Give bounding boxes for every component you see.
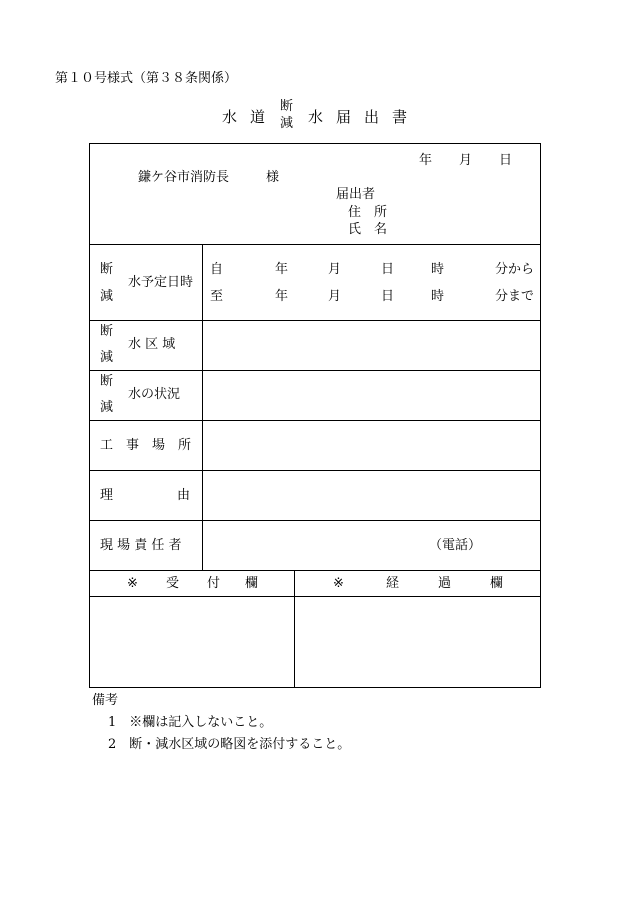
status-label-top: 断 (100, 374, 114, 389)
schedule-from-hour: 時 (431, 262, 445, 277)
schedule-from-suffix: 分から (495, 262, 535, 277)
progress-mark: ※ (333, 576, 344, 591)
row-divider (90, 420, 540, 421)
title-char: 水 (308, 108, 324, 126)
manager-label: 現 場 責 任 者 (100, 538, 182, 553)
form-title (0, 100, 630, 140)
reception-char: 付 (207, 576, 221, 591)
schedule-to-month: 月 (328, 289, 342, 304)
reception-char: 欄 (245, 576, 259, 591)
schedule-to-prefix: 至 (210, 289, 224, 304)
note-item: 2 断・減水区域の略図を添付すること。 (108, 737, 351, 752)
date-day: 日 (499, 153, 513, 168)
schedule-to-day: 日 (381, 289, 395, 304)
title-char: 届 (336, 108, 352, 126)
row-divider (90, 244, 540, 245)
date-month: 月 (459, 153, 473, 168)
schedule-label: 水予定日時 (128, 275, 194, 290)
row-divider (90, 596, 540, 597)
status-label: 水の状況 (128, 387, 181, 402)
row-divider (90, 320, 540, 321)
name-label: 氏 名 (348, 222, 388, 237)
reception-mark: ※ (127, 576, 138, 591)
schedule-to-hour: 時 (431, 289, 445, 304)
title-char: 書 (392, 108, 408, 126)
title-char: 水 (222, 108, 238, 126)
form-table (89, 143, 541, 688)
area-label: 水 区 域 (128, 337, 176, 352)
reason-label-left: 理 (100, 488, 114, 503)
row-divider (90, 520, 540, 521)
progress-char: 経 (386, 576, 400, 591)
schedule-to-year: 年 (275, 289, 289, 304)
schedule-from-prefix: 自 (210, 262, 224, 277)
schedule-from-day: 日 (381, 262, 395, 277)
row-divider (90, 570, 540, 571)
title-stack-top: 断 (280, 99, 294, 114)
honorific: 様 (266, 170, 280, 185)
title-char: 出 (364, 108, 380, 126)
address-label: 住 所 (348, 205, 388, 220)
date-year: 年 (419, 153, 433, 168)
schedule-to-suffix: 分まで (495, 289, 535, 304)
schedule-label-top: 断 (100, 262, 114, 277)
schedule-label-bottom: 減 (100, 289, 114, 304)
row-divider (90, 370, 540, 371)
footer-column-divider (294, 570, 295, 687)
addressee: 鎌ケ谷市消防長 (138, 170, 230, 185)
schedule-from-year: 年 (275, 262, 289, 277)
notes-heading: 備考 (92, 693, 119, 708)
note-item: 1 ※欄は記入しないこと。 (108, 715, 273, 730)
site-label: 工 事 場 所 (100, 438, 192, 453)
phone-label: （電話） (429, 538, 482, 553)
reception-char: 受 (166, 576, 180, 591)
title-stack-bottom: 減 (280, 116, 294, 131)
row-divider (90, 470, 540, 471)
reason-label-right: 由 (177, 488, 191, 503)
applicant-label: 届出者 (336, 187, 376, 202)
area-label-top: 断 (100, 324, 114, 339)
title-char: 道 (250, 108, 266, 126)
label-column-divider (202, 244, 203, 570)
schedule-from-month: 月 (328, 262, 342, 277)
progress-char: 欄 (490, 576, 504, 591)
form-number: 第１０号様式（第３８条関係） (55, 71, 238, 86)
area-label-bottom: 減 (100, 350, 114, 365)
progress-char: 過 (438, 576, 452, 591)
status-label-bottom: 減 (100, 400, 114, 415)
